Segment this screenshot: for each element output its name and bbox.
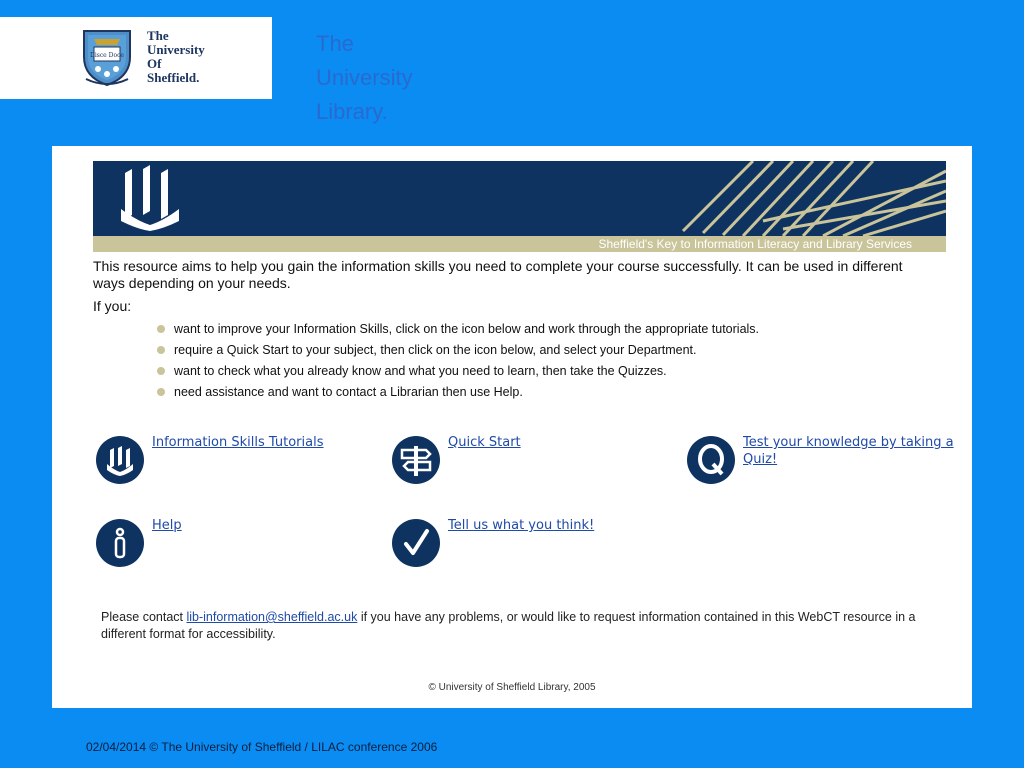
contact-email-link[interactable]: lib-information@sheffield.ac.uk xyxy=(186,610,358,624)
bullet-dot-icon xyxy=(157,325,165,333)
logo-line: Sheffield. xyxy=(147,70,200,85)
library-books-logo-icon xyxy=(119,165,181,231)
library-title xyxy=(316,27,466,129)
if-you-label: If you: xyxy=(93,298,132,314)
banner xyxy=(93,161,946,252)
list-item xyxy=(156,319,759,340)
list-item xyxy=(156,382,759,403)
checkmark-icon[interactable] xyxy=(392,519,440,567)
quick-start-link[interactable]: Quick Start xyxy=(448,435,521,450)
copyright: © University of Sheffield Library, 2005 xyxy=(428,682,596,693)
bullet-dot-icon xyxy=(157,388,165,396)
info-icon[interactable] xyxy=(96,519,144,567)
logo-line: Of xyxy=(147,56,162,71)
bullet-dot-icon xyxy=(157,367,165,375)
banner-decorative-lines xyxy=(663,161,946,236)
contact-text-before: Please contact xyxy=(101,610,187,624)
help-link[interactable]: Help xyxy=(152,518,182,533)
list-item-text: require a Quick Start to your subject, then click on the icon below, and select your Department. xyxy=(174,343,697,357)
quiz-q-icon[interactable] xyxy=(687,436,735,484)
logo-line: The xyxy=(147,28,169,43)
university-crest-icon xyxy=(80,27,134,87)
library-title-line: The xyxy=(316,31,354,56)
contact-text-after: if you have any problems, or would like to request information contained in this WebCT resource in a different format for accessibility. xyxy=(101,610,916,641)
library-title-line: University xyxy=(316,65,413,90)
tutorials-link[interactable]: Information Skills Tutorials xyxy=(152,435,324,450)
banner-tagline: Sheffield's Key to Information Literacy and Library Services xyxy=(598,237,912,251)
book-icon[interactable] xyxy=(96,436,144,484)
list-item-text: want to check what you already know and what you need to learn, then take the Quizzes. xyxy=(174,364,667,378)
slide-footer xyxy=(86,740,437,754)
intro-text: This resource aims to help you gain the information skills you need to complete your course successfully. It can be used in different ways depending on your needs. xyxy=(93,258,903,291)
footer-text: © The University of Sheffield / LILAC conference 2006 xyxy=(149,740,438,754)
contact-text xyxy=(101,609,921,643)
logo-line: University xyxy=(147,42,205,57)
content-panel xyxy=(52,146,972,708)
bullet-dot-icon xyxy=(157,346,165,354)
quiz-link[interactable]: Test your knowledge by taking a Quiz! xyxy=(743,435,954,467)
list-item xyxy=(156,340,759,361)
logo-wordmark xyxy=(147,29,205,85)
crest-motto: Disce Doce xyxy=(90,52,124,59)
guidance-list xyxy=(156,319,759,403)
list-item-text: need assistance and want to contact a Librarian then use Help. xyxy=(174,385,523,399)
library-title-line: Library. xyxy=(316,99,388,124)
list-item xyxy=(156,361,759,382)
feedback-link[interactable]: Tell us what you think! xyxy=(448,518,595,533)
footer-date: 02/04/2014 xyxy=(86,740,147,754)
university-logo xyxy=(0,17,272,99)
signpost-icon[interactable] xyxy=(392,436,440,484)
list-item-text: want to improve your Information Skills, click on the icon below and work through the appropriate tutorials. xyxy=(174,322,760,336)
